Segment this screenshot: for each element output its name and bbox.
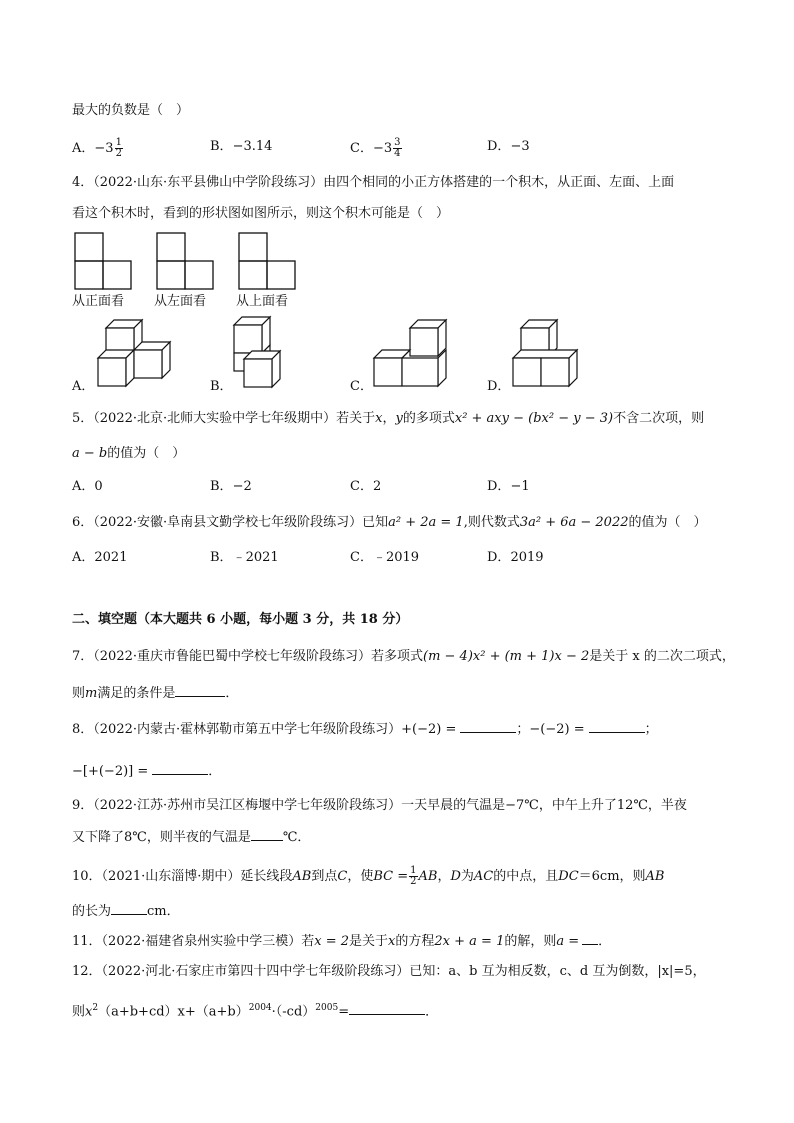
left-view-caption: 从左面看 [154, 294, 207, 309]
q12-line2: 则$x^2(a+b+cd)x+(a+b)^{2004}\cdot(-cd)^{2005}=$ ． [72, 1003, 439, 1020]
q3-option-c[interactable]: C．−3 $\frac{3}{4}$ [350, 137, 401, 159]
front-view-figure [74, 232, 134, 290]
answer-blank[interactable] [582, 932, 598, 945]
q4-option-c-label[interactable]: C． [350, 379, 373, 394]
q5-option-b[interactable]: B．−2 [210, 479, 252, 494]
fraction: $\frac{1}{2}$ [115, 137, 122, 159]
q8-line1: 8．（2022·内蒙古·霍林郭勒市第五中学七年级阶段练习）+(−2) = ；−(−2) = ； [72, 722, 658, 737]
q4-option-c-figure[interactable] [372, 318, 452, 390]
q5-line2: a − b的值为（ ） [72, 446, 186, 461]
answer-blank[interactable] [152, 762, 208, 775]
q6-option-d[interactable]: D．2019 [487, 550, 544, 565]
q4-option-b-label[interactable]: B． [210, 379, 233, 394]
q4-option-d-figure[interactable] [511, 318, 587, 390]
q10-line2: 的长为 cm． [72, 904, 180, 919]
q5-polynomial: x² + axy − (bx² − y − 3) [454, 411, 614, 426]
q5-option-a[interactable]: A．0 [72, 479, 103, 494]
q4-option-b-figure[interactable] [232, 315, 292, 391]
q5-line1: 5．（2022·北京·北师大实验中学七年级期中）若关于x，y的多项式x² + axy − (bx² − y − 3)不含二次项，则 [72, 411, 705, 426]
q4-line1: 4．（2022·山东·东平县佛山中学阶段练习）由四个相同的小正方体搭建的一个积木，从正面、左面、上面 [72, 175, 675, 190]
front-view-caption: 从正面看 [72, 294, 125, 309]
q9-line1: 9．（2022·江苏·苏州市吴江区梅堰中学七年级阶段练习）一天早晨的气温是−7℃，中午上升了12℃，半夜 [72, 798, 687, 813]
q4-option-d-label[interactable]: D． [487, 379, 511, 394]
q12-line1: 12．（2022·河北·石家庄市第四十四中学七年级阶段练习）已知：a、b 互为相反数，c、d 互为倒数，|x|=5， [72, 964, 706, 979]
fraction: $\frac{1}{2}$ [410, 865, 417, 887]
answer-blank[interactable] [589, 720, 645, 733]
q6-line1: 6．（2022·安徽·阜南县文勤学校七年级阶段练习）已知a² + 2a = 1,则代数式3a² + 6a − 2022的值为（ ） [72, 515, 707, 530]
q7-line2: 则m满足的条件是 ． [72, 686, 239, 701]
q5-option-d[interactable]: D．−1 [487, 479, 530, 494]
answer-blank[interactable] [349, 1002, 425, 1015]
answer-blank[interactable] [251, 828, 283, 841]
top-view-caption: 从上面看 [236, 294, 289, 309]
q3-option-a[interactable]: A．−3 $\frac{1}{2}$ [72, 137, 122, 159]
q6-option-c[interactable]: C．﹣2019 [350, 550, 420, 565]
q8-line2: −[+(−2)] = ． [72, 764, 222, 779]
q4-line2: 看这个积木时，看到的形状图如图所示，则这个积木可能是（ ） [72, 206, 450, 221]
left-view-figure [156, 232, 216, 290]
section-title: 二、填空题（本大题共 6 小题，每小题 3 分，共 18 分） [72, 612, 409, 627]
q6-option-b[interactable]: B．﹣2021 [210, 550, 279, 565]
q9-line2: 又下降了8℃，则半夜的气温是 ℃． [72, 830, 311, 845]
q3-option-b[interactable]: B．−3.14 [210, 139, 273, 154]
fraction: $\frac{3}{4}$ [394, 137, 401, 159]
q3-stem-tail: 最大的负数是（ ） [72, 103, 190, 118]
q4-option-a-figure[interactable] [96, 318, 176, 390]
q3-option-d[interactable]: D．−3 [487, 139, 530, 154]
q11-line1: 11．（2022·福建省泉州实验中学三模）若x = 2是关于x的方程2x + a = 1的解，则a = ． [72, 934, 612, 949]
q5-option-c[interactable]: C．2 [350, 479, 382, 494]
q6-option-a[interactable]: A．2021 [72, 550, 128, 565]
answer-blank[interactable] [175, 684, 225, 697]
top-view-figure [238, 232, 298, 290]
q10-line1: 10．（2021·山东淄博·期中）延长线段AB到点C，使BC = $\frac{1}{2}$ AB，D为AC的中点，且DC＝6cm，则AB [72, 865, 665, 887]
answer-blank[interactable] [111, 902, 147, 915]
q7-line1: 7．（2022·重庆市鲁能巴蜀中学校七年级阶段练习）若多项式(m − 4)x² + (m + 1)x − 2是关于 x 的二次二项式， [72, 649, 735, 664]
q4-option-a-label[interactable]: A． [72, 379, 95, 394]
answer-blank[interactable] [460, 720, 516, 733]
